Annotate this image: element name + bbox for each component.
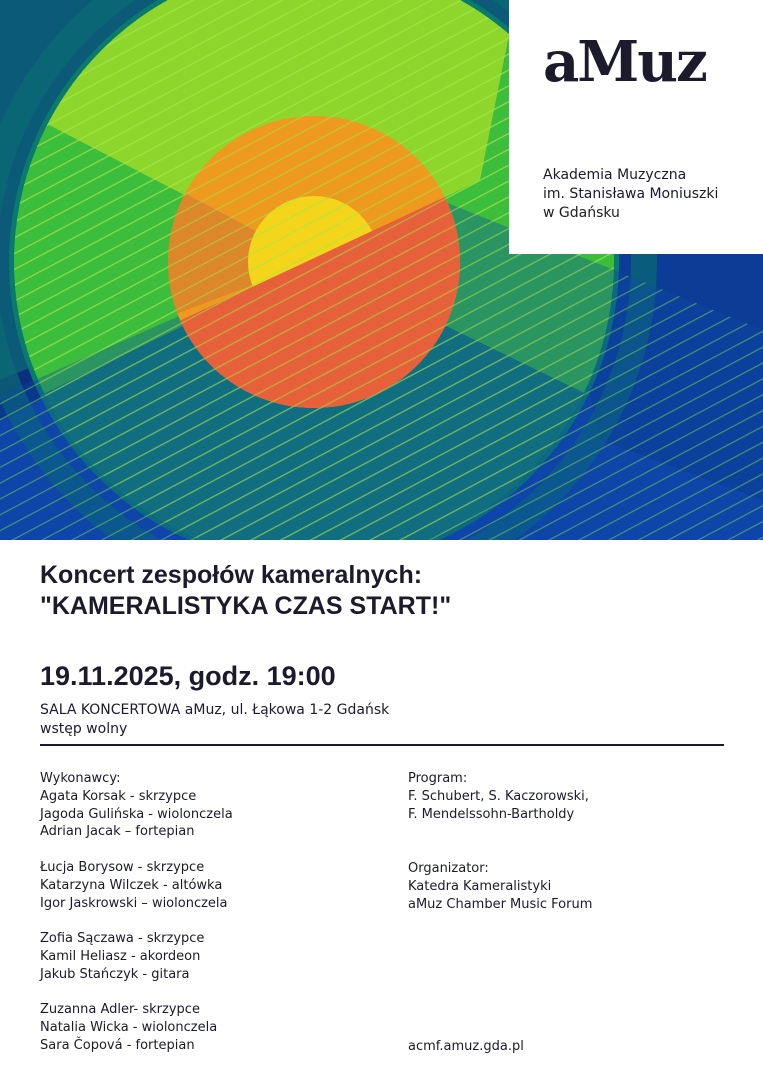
performer: Jagoda Gulińska - wiolonczela	[40, 806, 233, 822]
performer: Adrian Jacak – fortepian	[40, 824, 195, 840]
performer: Zofia Sączawa - skrzypce	[40, 931, 205, 947]
performers-list	[40, 770, 233, 1055]
event-venue-block	[40, 701, 389, 739]
divider	[40, 744, 724, 746]
event-datetime: 19.11.2025, godz. 19:00	[40, 661, 336, 691]
organizer-block	[408, 860, 592, 913]
performer: Katarzyna Wilczek - altówka	[40, 877, 223, 893]
academy-line: w Gdańsku	[543, 205, 620, 221]
performer: Natalia Wicka - wiolonczela	[40, 1020, 218, 1036]
event-title-line: Koncert zespołów kameralnych:	[40, 561, 423, 589]
performer: Igor Jaskrowski – wiolonczela	[40, 895, 228, 911]
performer: Sara Čopová - fortepian	[40, 1037, 195, 1053]
academy-name	[543, 166, 718, 223]
program-heading: Program:	[408, 771, 468, 786]
event-venue: SALA KONCERTOWA aMuz, ul. Łąkowa 1-2 Gdańsk	[40, 702, 390, 718]
performer: Agata Korsak - skrzypce	[40, 788, 197, 804]
organizer-line: Katedra Kameralistyki	[408, 878, 552, 894]
academy-line: im. Stanisława Moniuszki	[543, 186, 719, 202]
program-block	[408, 770, 589, 823]
program-line: F. Mendelssohn-Bartholdy	[408, 806, 575, 822]
organizer-heading: Organizator:	[408, 861, 489, 876]
performer: Zuzanna Adler- skrzypce	[40, 1002, 200, 1018]
event-admission: wstęp wolny	[40, 721, 128, 737]
performer: Jakub Stańczyk - gitara	[40, 966, 190, 982]
amuz-logo: aMuz	[543, 29, 706, 95]
website-link[interactable]: acmf.amuz.gda.pl	[408, 1039, 524, 1054]
program-line: F. Schubert, S. Kaczorowski,	[408, 788, 589, 804]
event-title	[40, 560, 451, 622]
performer: Kamil Heliasz - akordeon	[40, 948, 201, 964]
performers-heading: Wykonawcy:	[40, 771, 121, 786]
organizer-line: aMuz Chamber Music Forum	[408, 896, 593, 912]
event-title-line: "KAMERALISTYKA CZAS START!"	[40, 592, 452, 620]
logo-box	[509, 0, 763, 254]
academy-line: Akademia Muzyczna	[543, 167, 687, 183]
performer: Łucja Borysow - skrzypce	[40, 859, 205, 875]
